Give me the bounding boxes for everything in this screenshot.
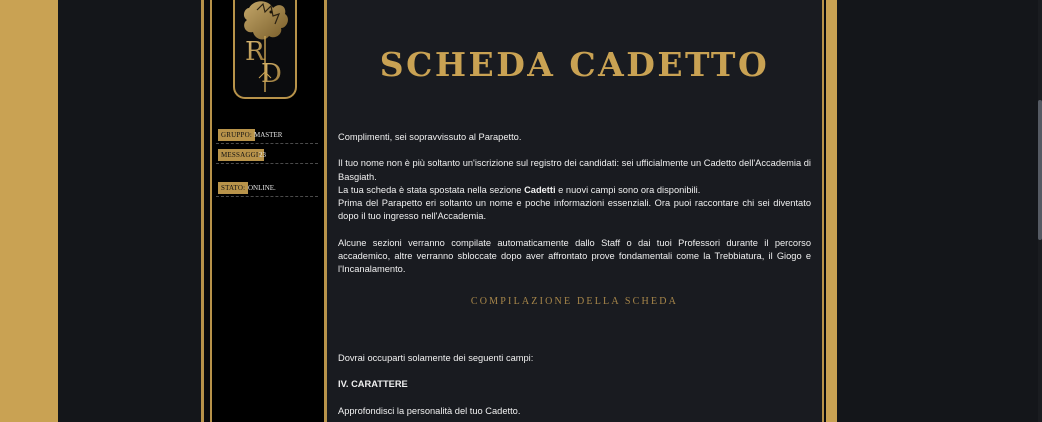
rd-dragon-logo [233, 0, 297, 99]
frame-border-right [826, 0, 837, 422]
page-title: SCHEDA CADETTO [379, 45, 770, 84]
svg-text:D: D [261, 59, 282, 89]
stat-label-stato: STATO: [218, 182, 248, 194]
intro-paragraph-2: Il tuo nome non è più soltanto un'iscrizione sul registro dei candidati: sei ufficialmente un Cadetto dell'Accademia di Basgiath. [338, 158, 811, 182]
stat-row-gruppo [216, 129, 318, 144]
intro-paragraph-3 [338, 184, 811, 197]
intro-p3-text: La tua scheda è stata spostata nella sezione [338, 184, 525, 195]
stat-value-gruppo: MASTER [254, 131, 283, 139]
dragon-crest-icon [235, 0, 295, 97]
fields-intro: Dovrai occuparti solamente dei seguenti campi: [338, 353, 534, 363]
stat-label-gruppo: GRUPPO: [218, 129, 255, 141]
stat-label-messaggi: MESSAGGI: [218, 149, 264, 161]
right-background [837, 0, 1042, 422]
intro-paragraph-1: Complimenti, sei sopravvissuto al Parapetto. [338, 132, 522, 142]
left-background [58, 0, 201, 422]
svg-text:R: R [245, 37, 265, 67]
cadetti-section-name: Cadetti [524, 184, 556, 195]
intro-paragraph-4: Prima del Parapetto eri soltanto un nome e poche informazioni essenziali. Ora puoi raccontare chi sei diventato dopo il tuo ingresso nell'Accademia. [338, 198, 811, 222]
stat-row-messaggi [216, 149, 318, 164]
intro-text [338, 131, 811, 277]
intro-paragraph-5: Alcune sezioni verranno compilate automaticamente dallo Staff o dai tuoi Professori durante il percorso accademico, altre verranno sbloccate dopo aver affrontato prove fondamentali come la Trebbiatura, il Giogo e l'Incanalamento. [338, 237, 811, 275]
left-gold-band [0, 0, 58, 422]
field-description: Approfondisci la personalità del tuo Cadetto. [338, 406, 521, 416]
field-heading: IV. CARATTERE [338, 379, 408, 389]
intro-p3-text-end: e nuovi campi sono ora disponibili. [555, 184, 701, 195]
section-title: COMPILAZIONE DELLA SCHEDA [470, 296, 679, 307]
stat-row-stato [216, 182, 318, 197]
stat-value-stato: ONLINE. [248, 184, 276, 192]
stat-value-messaggi: 23 [259, 151, 266, 159]
scrollbar-thumb[interactable] [1038, 100, 1042, 240]
